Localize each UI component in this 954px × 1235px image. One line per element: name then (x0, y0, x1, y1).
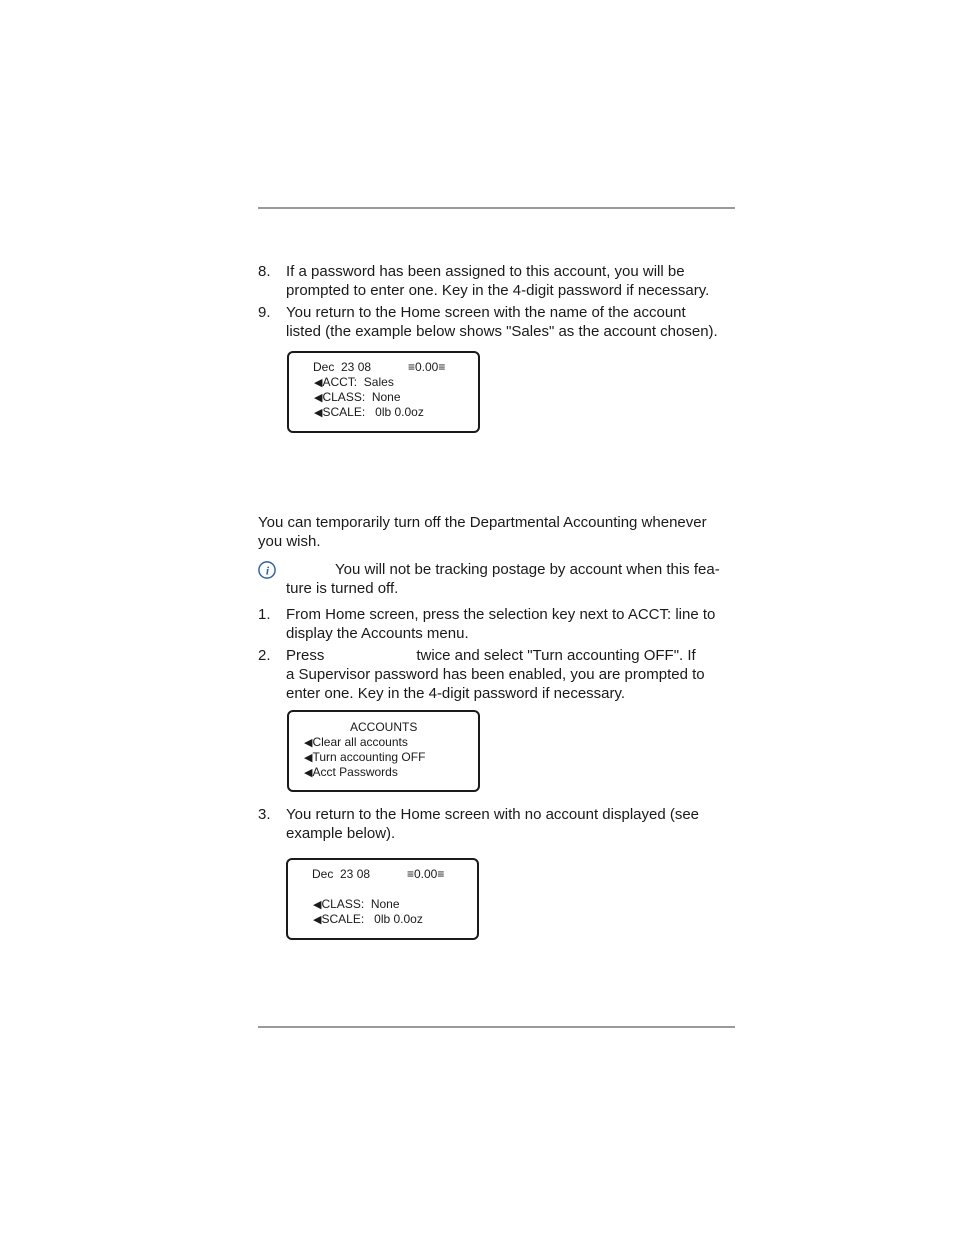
step-number: 9. (258, 304, 271, 321)
lcd-menu-item (304, 750, 425, 766)
lcd-home-screen-with-account (287, 351, 480, 433)
note-text (286, 560, 738, 598)
step-text-line: enter one. Key in the 4-digit password if necessary. (286, 685, 626, 702)
lcd-scale-line (314, 405, 424, 421)
step-number: 1. (258, 606, 271, 623)
info-icon (258, 561, 276, 579)
note-line (286, 560, 738, 579)
step-text-line: If a password has been assigned to this account, you will be (286, 263, 685, 280)
lcd-menu-title: ACCOUNTS (350, 720, 418, 734)
intro-line: you wish. (258, 533, 321, 550)
lcd-accounts-menu (287, 710, 480, 792)
step-text-line: listed (the example below shows "Sales" as the account chosen). (286, 323, 718, 340)
step-text-line: prompted to enter one. Key in the 4-digit password if necessary. (286, 282, 710, 299)
arrow-left-icon: ◀ (304, 752, 313, 764)
arrow-left-icon: ◀ (313, 914, 322, 926)
lcd-postage-amount: ≡0.00≡ (407, 867, 445, 881)
lcd-menu-item (304, 765, 398, 781)
step-2-line1-rest: twice and select "Turn accounting OFF". If (416, 647, 696, 664)
top-rule (258, 207, 735, 209)
lcd-acct-text: ACCT: Sales (322, 375, 394, 389)
arrow-left-icon: ◀ (304, 767, 313, 779)
arrow-left-icon: ◀ (314, 377, 323, 389)
lcd-scale-text: SCALE: 0lb 0.0oz (321, 912, 423, 926)
intro-line: You can temporarily turn off the Departmental Accounting whenever (258, 514, 707, 531)
step-number: 8. (258, 263, 271, 280)
note-line-1: You will not be tracking postage by account when this fea- (335, 561, 720, 578)
bottom-rule (258, 1026, 735, 1028)
lcd-class-line (313, 897, 400, 913)
step-text-line: a Supervisor password has been enabled, you are prompted to (286, 666, 705, 683)
step-number: 3. (258, 806, 271, 823)
step-text-line: You return to the Home screen with the name of the account (286, 304, 686, 321)
intro-paragraph (258, 513, 738, 551)
lcd-menu-item-text: Turn accounting OFF (312, 750, 426, 764)
step-text-line: display the Accounts menu. (286, 625, 469, 642)
lcd-scale-line (313, 912, 423, 928)
arrow-left-icon: ◀ (304, 737, 313, 749)
lcd-class-line (314, 390, 401, 406)
step-text-line: You return to the Home screen with no account displayed (see (286, 806, 700, 823)
lcd-class-text: CLASS: None (322, 390, 401, 404)
lcd-menu-item-text: Clear all accounts (312, 735, 408, 749)
step-text-line: example below). (286, 825, 396, 842)
note-line-2: ture is turned off. (286, 580, 399, 597)
lcd-date: Dec 23 08 (312, 867, 371, 881)
arrow-left-icon: ◀ (313, 899, 322, 911)
step-text-line (286, 646, 738, 665)
step-text-line: From Home screen, press the selection key next to ACCT: line to (286, 606, 716, 623)
press-word: Press (286, 647, 325, 664)
lcd-acct-line (314, 375, 394, 391)
lcd-date: Dec 23 08 (313, 360, 372, 374)
lcd-menu-item-text: Acct Passwords (312, 765, 398, 779)
lcd-home-screen-no-account (286, 858, 479, 940)
arrow-left-icon: ◀ (314, 407, 323, 419)
svg-text:i: i (265, 564, 270, 578)
step-number: 2. (258, 647, 271, 664)
lcd-postage-amount: ≡0.00≡ (408, 360, 446, 374)
arrow-left-icon: ◀ (314, 392, 323, 404)
lcd-class-text: CLASS: None (321, 897, 400, 911)
lcd-scale-text: SCALE: 0lb 0.0oz (322, 405, 424, 419)
lcd-menu-item (304, 735, 408, 751)
